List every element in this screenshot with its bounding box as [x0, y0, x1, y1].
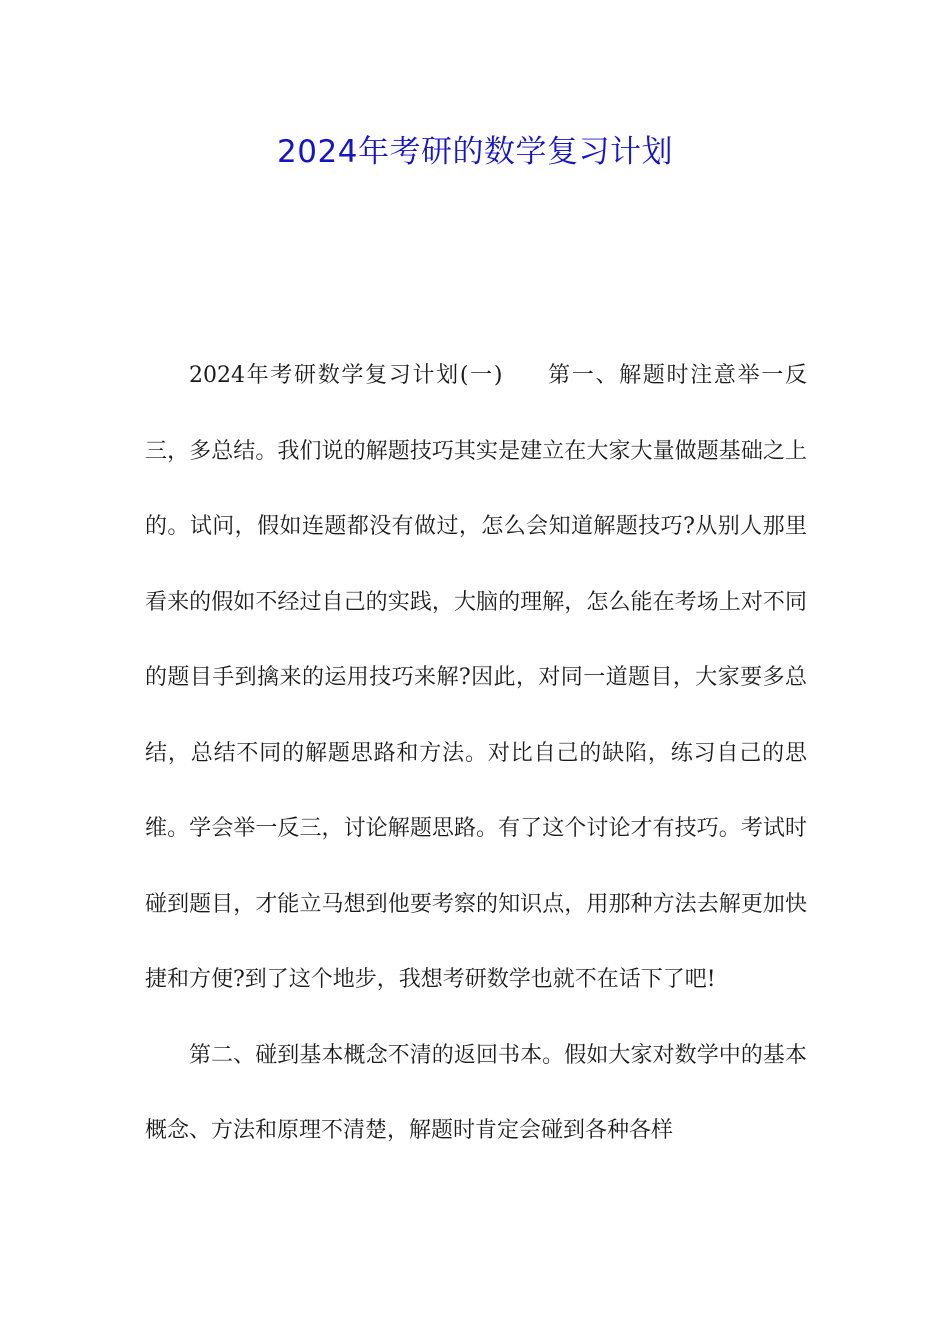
paragraph-1-text: 第一、解题时注意举一反三，多总结。我们说的解题技巧其实是建立在大家大量做题基础之上的。试问，假如连题都没有做过，怎么会知道解题技巧?从别人那里看来的假如不经过自己的实践，大脑的理解，怎么能在考场上对不同的题目手到擒来的运用技巧来解?因此，对同一道题目，大家要多总结，总结不同的解题思路和方法。对比自己的缺陷，练习自己的思维。学会举一反三，讨论解题思路。有了这个讨论才有技巧。考试时碰到题目，才能立马想到他要考察的知识点，用那种方法去解更加快捷和方便?到了这个地步，我想考研数学也就不在话下了吧! [145, 363, 807, 992]
section-heading: 2024年考研数学复习计划(一) [189, 363, 503, 388]
paragraph-1 [145, 338, 807, 1018]
document-body [145, 338, 807, 1169]
paragraph-2-text: 第二、碰到基本概念不清的返回书本。假如大家对数学中的基本概念、方法和原理不清楚，解题时肯定会碰到各种各样 [145, 1042, 807, 1143]
document-title: 2024年考研的数学复习计划 [277, 134, 673, 170]
paragraph-2 [145, 1018, 807, 1169]
